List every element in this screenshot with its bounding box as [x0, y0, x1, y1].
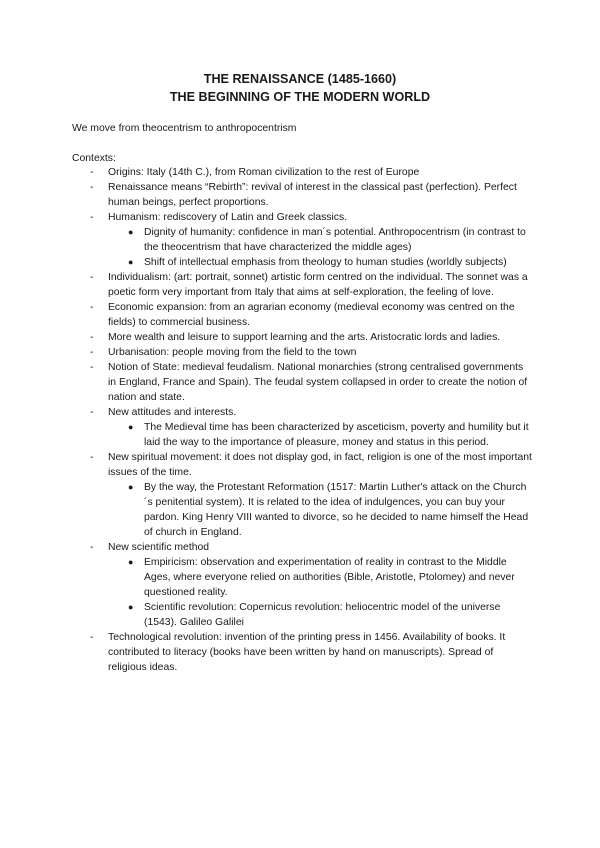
bullet-dot-icon: ● — [128, 557, 134, 567]
contexts-heading: Contexts: — [72, 153, 116, 164]
sub-list-item-text: Dignity of humanity: confidence in man´s potential. Anthropocentrism (in contrast to the theocentrism that have characterized the middle ages) — [144, 227, 526, 253]
dash-bullet: - — [90, 542, 94, 553]
dash-bullet: - — [90, 212, 94, 223]
bullet-dot-icon: ● — [128, 482, 134, 492]
dash-bullet: - — [90, 452, 94, 463]
list-item-text: New attitudes and interests. — [108, 407, 237, 418]
sub-list — [108, 420, 532, 450]
list-item — [0, 360, 532, 405]
sub-list-item-text: Shift of intellectual emphasis from theology to human studies (worldly subjects) — [144, 257, 507, 268]
dash-bullet: - — [90, 332, 94, 343]
dash-bullet: - — [90, 302, 94, 313]
document-title: THE RENAISSANCE (1485-1660) — [203, 72, 397, 86]
list-item — [0, 300, 532, 330]
list-item — [0, 210, 532, 270]
sub-list-item-text: The Medieval time has been characterized by asceticism, poverty and humility but it laid the way to the importance of pleasure, money and status in this period. — [144, 422, 529, 448]
list-item — [0, 270, 532, 300]
dash-bullet: - — [90, 182, 94, 193]
dash-bullet: - — [90, 362, 94, 373]
sub-list — [108, 480, 532, 540]
dash-bullet: - — [90, 272, 94, 283]
bullet-dot-icon: ● — [128, 602, 134, 612]
sub-list-item — [108, 420, 532, 450]
list-item-text: Notion of State: medieval feudalism. National monarchies (strong centralised governments in England, France and Spain). The feudal system collapsed in order to create the notion of nation and state. — [108, 362, 528, 403]
list-item-text: Urbanisation: people moving from the field to the town — [108, 347, 357, 358]
list-item-text: Humanism: rediscovery of Latin and Greek classics. — [108, 212, 348, 223]
sub-list-item-text: Empiricism: observation and experimentation of reality in contrast to the Middle Ages, where everyone relied on authorities (Bible, Aristotle, Ptolomey) and never questioned reality. — [144, 557, 515, 598]
dash-bullet: - — [90, 347, 94, 358]
dash-bullet: - — [90, 632, 94, 643]
bullet-dot-icon: ● — [128, 422, 134, 432]
bullet-dot-icon: ● — [128, 227, 134, 237]
sub-list-item — [108, 555, 532, 600]
sub-list-item — [108, 255, 532, 270]
dash-bullet: - — [90, 407, 94, 418]
list-item-text: New scientific method — [108, 542, 210, 553]
list-item-text: Individualism: (art: portrait, sonnet) artistic form centred on the individual. The sonnet was a poetic form very important from Italy that aims at self-exploration, the feeling of love. — [108, 272, 528, 298]
sub-list — [108, 225, 532, 270]
sub-list-item — [108, 600, 532, 630]
intro-sentence: We move from theocentrism to anthropocentrism — [72, 123, 297, 134]
list-item-text: Origins: Italy (14th C.), from Roman civilization to the rest of Europe — [108, 167, 420, 178]
sub-list-item-text: By the way, the Protestant Reformation (1517: Martin Luther's attack on the Church´s penitential system). It is related to the idea of indulgences, you can buy your pardon. King Henry VIII wanted to divorce, so he decided to name himself the Head of church in England. — [144, 482, 529, 538]
list-item — [0, 330, 532, 345]
sub-list-item — [108, 480, 532, 540]
list-item-text: New spiritual movement: it does not display god, in fact, religion is one of the most important issues of the time. — [108, 452, 532, 478]
list-item — [0, 405, 532, 450]
list-item — [0, 180, 532, 210]
dash-bullet: - — [90, 167, 94, 178]
document-subtitle: THE BEGINNING OF THE MODERN WORLD — [169, 90, 431, 104]
list-item-text: More wealth and leisure to support learning and the arts. Aristocratic lords and ladies. — [108, 332, 501, 343]
contexts-list — [0, 165, 600, 675]
list-item-text: Technological revolution: invention of the printing press in 1456. Availability of books. It contributed to literacy (books have been written by hand on manuscripts). Spread of religious ideas. — [108, 632, 506, 673]
list-item-text: Economic expansion: from an agrarian economy (medieval economy was centred on the fields) to commercial business. — [108, 302, 515, 328]
sub-list-item-text: Scientific revolution: Copernicus revolution: heliocentric model of the universe (1543). Galileo Galilei — [144, 602, 501, 628]
list-item — [0, 450, 532, 540]
list-item — [0, 345, 532, 360]
bullet-dot-icon: ● — [128, 257, 134, 267]
sub-list-item — [108, 225, 532, 255]
list-item — [0, 540, 532, 630]
sub-list — [108, 555, 532, 630]
list-item — [0, 165, 532, 180]
list-item — [0, 630, 532, 675]
list-item-text: Renaissance means “Rebirth”: revival of interest in the classical past (perfection). Perfect human beings, perfect proportions. — [108, 182, 517, 208]
